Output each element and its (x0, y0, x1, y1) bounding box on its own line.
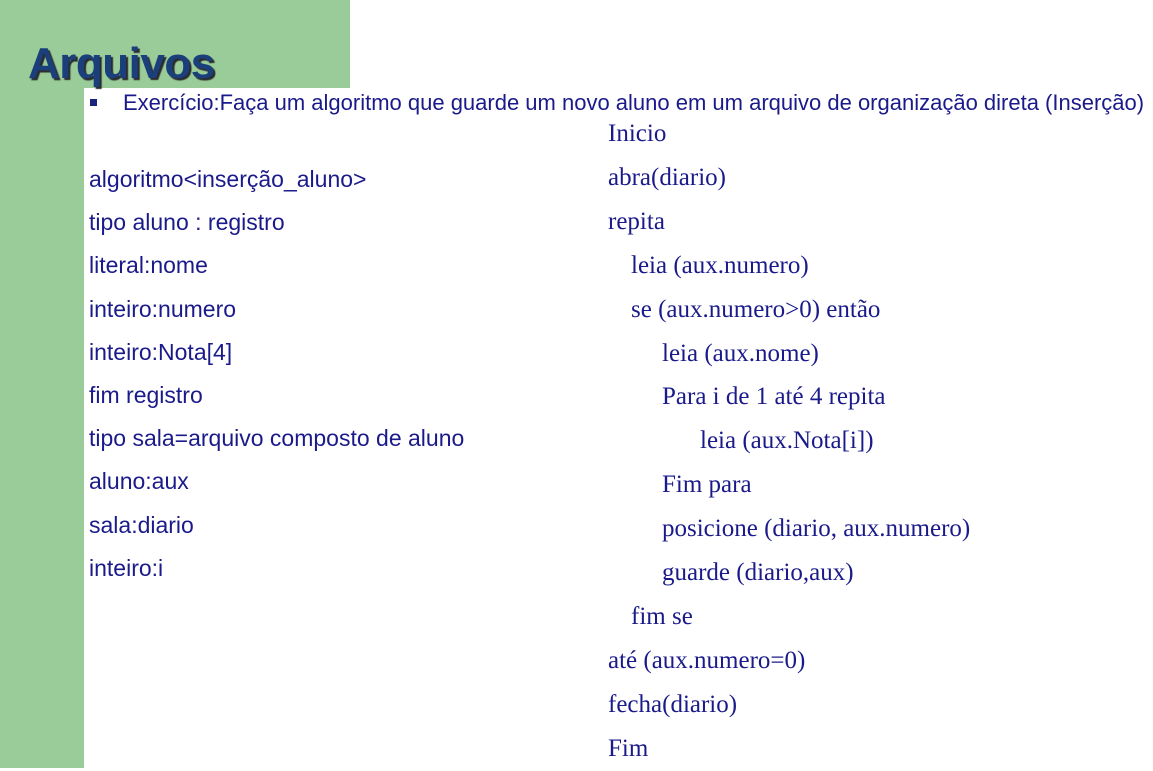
code-line: inteiro:i (89, 554, 164, 581)
code-line: Para i de 1 até 4 repita (662, 383, 886, 411)
code-line: até (aux.numero=0) (608, 646, 806, 674)
code-line: leia (aux.Nota[i]) (700, 427, 874, 455)
code-line: inteiro:Nota[4] (89, 338, 233, 365)
code-line: tipo aluno : registro (89, 209, 285, 236)
code-line: Fim (608, 734, 649, 762)
sidebar-decoration (0, 0, 84, 768)
code-line: inteiro:numero (89, 295, 237, 322)
code-line: algoritmo<inserção_aluno> (89, 166, 367, 192)
bullet-square-icon (90, 99, 97, 106)
code-line: posicione (diario, aux.numero) (662, 515, 971, 543)
algorithm-body-block (608, 112, 970, 771)
slide-title: Arquivos (28, 39, 215, 88)
code-line: tipo sala=arquivo composto de aluno (89, 425, 465, 452)
code-line: literal:nome (89, 252, 208, 279)
code-line: leia (aux.nome) (662, 339, 819, 367)
exercise-statement: Exercício:Faça um algoritmo que guarde um novo aluno em um arquivo de organização direta (Inserção) (123, 90, 1145, 115)
code-line: fim se (631, 602, 693, 630)
code-line: leia (aux.numero) (631, 251, 809, 279)
code-line: Inicio (608, 120, 667, 147)
code-line: Fim para (662, 471, 752, 499)
code-line: fecha(diario) (608, 690, 738, 718)
code-line: fim registro (89, 382, 203, 409)
code-line: sala:diario (89, 511, 194, 538)
code-line: repita (608, 207, 665, 235)
code-line: aluno:aux (89, 468, 189, 495)
code-line: guarde (diario,aux) (662, 559, 854, 587)
code-line: abra(diario) (608, 163, 726, 191)
declarations-block (89, 158, 464, 590)
code-line: se (aux.numero>0) então (631, 295, 881, 323)
